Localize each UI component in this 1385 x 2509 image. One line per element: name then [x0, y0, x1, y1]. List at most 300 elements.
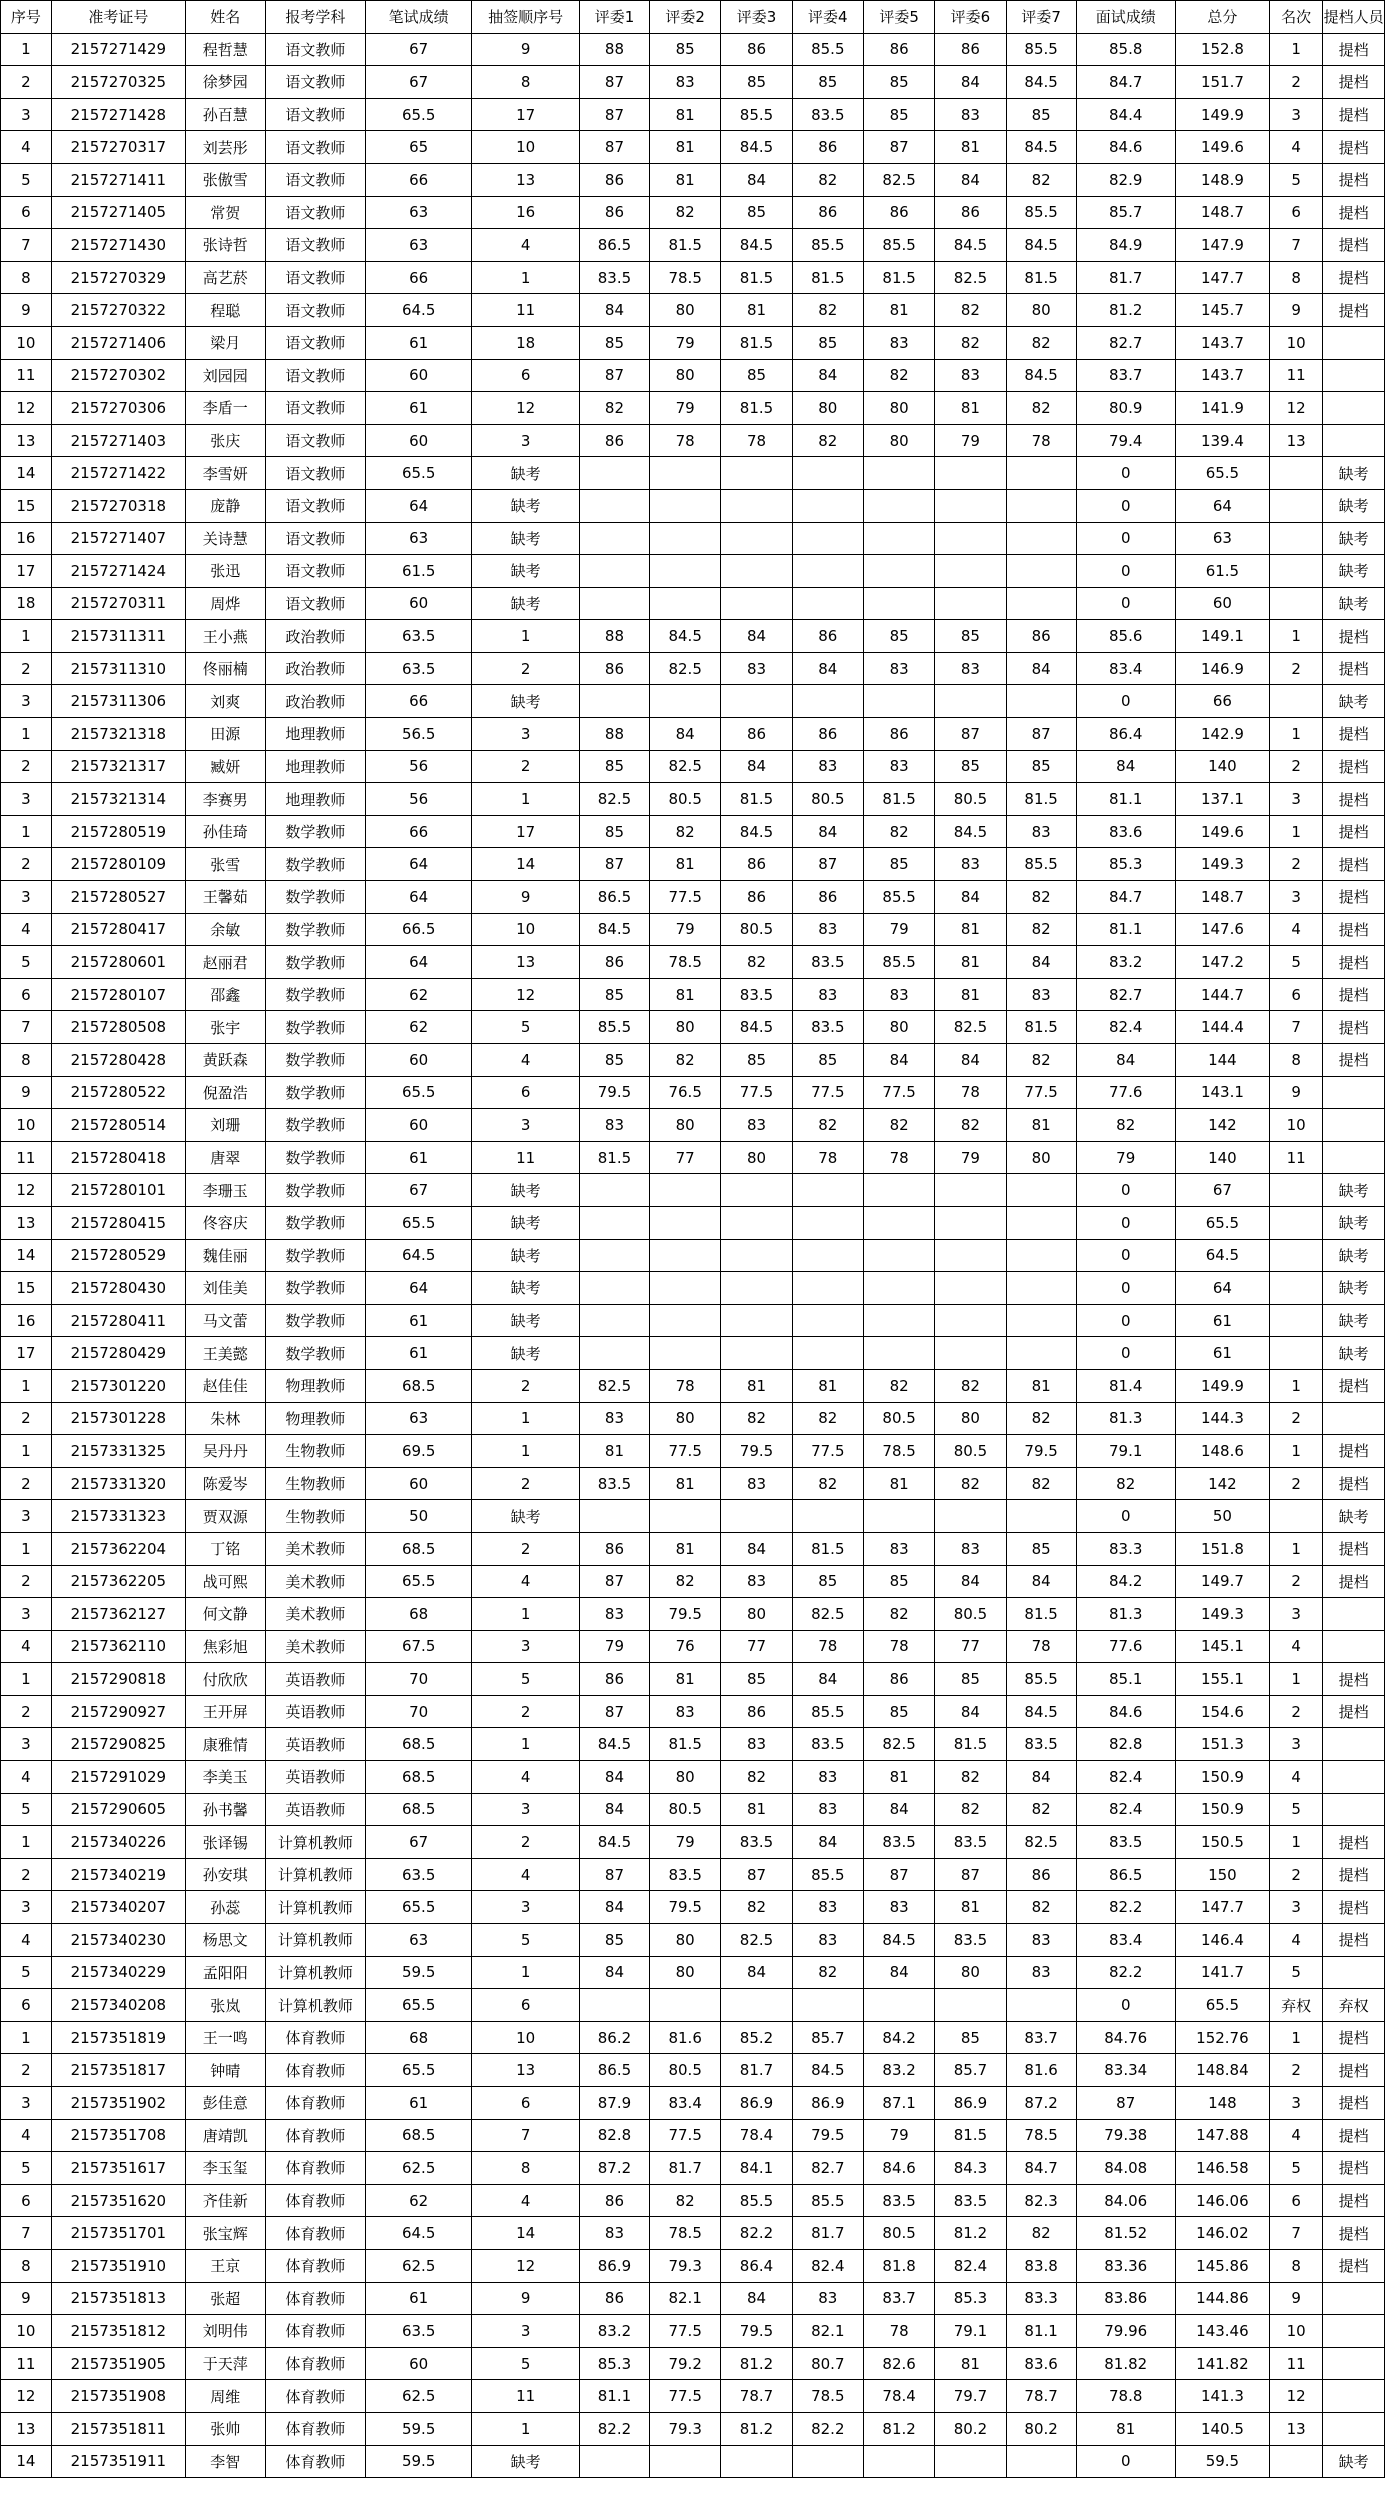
table-cell: 2157331320 [51, 1467, 185, 1500]
table-cell [1006, 1272, 1076, 1305]
table-cell: 2157351812 [51, 2315, 185, 2348]
table-cell: 147.7 [1175, 261, 1269, 294]
table-cell: 77.5 [650, 2380, 721, 2413]
table-cell [1323, 2380, 1385, 2413]
table-cell: 63 [366, 196, 472, 229]
table-cell: 77 [721, 1630, 792, 1663]
table-row [1, 1500, 1385, 1533]
table-cell [721, 1500, 792, 1533]
table-cell: 84.6 [1076, 1695, 1175, 1728]
table-cell: 82.1 [792, 2315, 863, 2348]
table-row [1, 620, 1385, 653]
table-cell: 8 [472, 66, 580, 99]
table-cell: 吴丹丹 [185, 1435, 265, 1468]
table-cell: 刘园园 [185, 359, 265, 392]
table-cell [792, 522, 863, 555]
table-cell [579, 1239, 649, 1272]
table-cell [579, 685, 649, 718]
table-cell: 1 [1270, 33, 1323, 66]
table-cell: 82 [1006, 913, 1076, 946]
table-cell: 生物教师 [265, 1500, 365, 1533]
table-cell: 81 [1006, 1109, 1076, 1142]
table-cell [863, 1500, 934, 1533]
table-cell: 87 [579, 1695, 649, 1728]
table-row [1, 2217, 1385, 2250]
table-cell: 2157362110 [51, 1630, 185, 1663]
table-cell: 150.5 [1175, 1826, 1269, 1859]
table-cell: 84.5 [1006, 1695, 1076, 1728]
table-cell: 缺考 [472, 1304, 580, 1337]
table-cell: 86 [935, 196, 1006, 229]
table-cell: 81.82 [1076, 2347, 1175, 2380]
table-cell: 政治教师 [265, 652, 365, 685]
table-cell: 85 [1006, 98, 1076, 131]
table-row [1, 555, 1385, 588]
table-cell: 81 [650, 1663, 721, 1696]
table-cell [579, 522, 649, 555]
table-cell [792, 1174, 863, 1207]
table-cell: 2157280430 [51, 1272, 185, 1305]
table-cell: 83.5 [935, 1826, 1006, 1859]
table-cell: 81.7 [1076, 261, 1175, 294]
table-cell: 78 [1006, 424, 1076, 457]
table-cell: 79 [863, 2119, 934, 2152]
table-cell: 148.9 [1175, 163, 1269, 196]
table-cell: 李智 [185, 2445, 265, 2478]
table-cell: 常贺 [185, 196, 265, 229]
table-cell: 84 [792, 652, 863, 685]
table-cell: 数学教师 [265, 1109, 365, 1142]
table-cell: 1 [472, 1956, 580, 1989]
table-cell: 体育教师 [265, 2021, 365, 2054]
table-cell: 2157351905 [51, 2347, 185, 2380]
table-cell: 缺考 [1323, 555, 1385, 588]
table-cell: 美术教师 [265, 1565, 365, 1598]
table-cell: 提档 [1323, 294, 1385, 327]
table-cell: 0 [1076, 1500, 1175, 1533]
table-cell: 84.76 [1076, 2021, 1175, 2054]
table-cell [1323, 1761, 1385, 1794]
table-cell: 86.4 [721, 2249, 792, 2282]
table-cell: 提档 [1323, 848, 1385, 881]
table-cell: 1 [1, 718, 52, 751]
table-cell: 81.3 [1076, 1402, 1175, 1435]
table-row [1, 1761, 1385, 1794]
table-cell: 0 [1076, 1206, 1175, 1239]
table-cell [650, 1337, 721, 1370]
table-cell: 缺考 [1323, 587, 1385, 620]
table-cell: 2 [472, 1532, 580, 1565]
table-cell: 85.5 [863, 881, 934, 914]
table-cell: 提档 [1323, 1924, 1385, 1957]
table-cell: 85.7 [1076, 196, 1175, 229]
table-cell: 80 [792, 392, 863, 425]
table-cell [579, 457, 649, 490]
table-cell: 18 [472, 326, 580, 359]
table-cell: 59.5 [366, 2445, 472, 2478]
table-cell: 78.5 [650, 2217, 721, 2250]
table-cell: 68.5 [366, 1728, 472, 1761]
table-cell: 149.3 [1175, 1598, 1269, 1631]
table-row [1, 1565, 1385, 1598]
table-cell [1270, 685, 1323, 718]
table-cell [792, 2445, 863, 2478]
header-cell: 评委5 [863, 1, 934, 34]
table-cell: 50 [366, 1500, 472, 1533]
table-cell: 2 [1270, 652, 1323, 685]
table-cell: 81.5 [650, 229, 721, 262]
table-cell: 82.1 [650, 2282, 721, 2315]
table-cell: 82 [1006, 163, 1076, 196]
table-cell [1270, 1239, 1323, 1272]
table-cell: 17 [472, 98, 580, 131]
table-cell: 84.08 [1076, 2152, 1175, 2185]
table-cell: 61.5 [1175, 555, 1269, 588]
table-cell: 143.46 [1175, 2315, 1269, 2348]
table-cell: 87 [579, 359, 649, 392]
table-cell: 英语教师 [265, 1728, 365, 1761]
table-cell: 60 [1175, 587, 1269, 620]
header-cell: 笔试成绩 [366, 1, 472, 34]
table-cell: 79.1 [1076, 1435, 1175, 1468]
table-cell: 82 [1006, 326, 1076, 359]
table-cell: 85 [721, 1663, 792, 1696]
table-cell: 81.5 [792, 261, 863, 294]
table-cell: 56.5 [366, 718, 472, 751]
table-cell: 82.2 [1076, 1956, 1175, 1989]
table-cell: 84.5 [1006, 66, 1076, 99]
header-cell: 总分 [1175, 1, 1269, 34]
table-cell: 81.6 [1006, 2054, 1076, 2087]
table-row [1, 1272, 1385, 1305]
table-cell: 85.5 [792, 1695, 863, 1728]
table-cell: 0 [1076, 1272, 1175, 1305]
table-cell: 4 [472, 1761, 580, 1794]
table-cell: 83.36 [1076, 2249, 1175, 2282]
table-cell: 146.06 [1175, 2184, 1269, 2217]
table-cell: 82.4 [792, 2249, 863, 2282]
table-cell: 84.5 [579, 1826, 649, 1859]
table-cell: 体育教师 [265, 2380, 365, 2413]
table-cell: 83 [721, 1467, 792, 1500]
table-cell: 81.5 [1006, 1011, 1076, 1044]
table-cell: 83.5 [1006, 1728, 1076, 1761]
table-cell: 8 [1, 1044, 52, 1077]
table-cell [1006, 587, 1076, 620]
table-cell: 66 [366, 815, 472, 848]
table-cell [650, 457, 721, 490]
table-cell [935, 555, 1006, 588]
table-cell: 87 [579, 66, 649, 99]
table-cell: 2157331325 [51, 1435, 185, 1468]
table-cell: 61 [366, 1337, 472, 1370]
table-cell: 87 [579, 98, 649, 131]
table-cell: 徐梦园 [185, 66, 265, 99]
table-cell: 77.6 [1076, 1076, 1175, 1109]
table-cell: 2 [1, 66, 52, 99]
table-cell: 80.5 [863, 2217, 934, 2250]
table-cell: 计算机教师 [265, 1956, 365, 1989]
table-cell: 83 [792, 1891, 863, 1924]
table-cell: 84 [935, 163, 1006, 196]
table-cell [721, 522, 792, 555]
table-cell: 提档 [1323, 261, 1385, 294]
table-cell: 张雪 [185, 848, 265, 881]
table-cell: 83.5 [1076, 1826, 1175, 1859]
table-cell: 79 [935, 424, 1006, 457]
table-cell: 148 [1175, 2087, 1269, 2120]
table-cell: 84 [579, 1891, 649, 1924]
table-cell: 146.58 [1175, 2152, 1269, 2185]
table-cell: 86.5 [1076, 1858, 1175, 1891]
table-cell: 11 [1, 2347, 52, 2380]
table-cell [935, 1174, 1006, 1207]
table-cell: 3 [1, 1728, 52, 1761]
table-cell [1270, 1174, 1323, 1207]
table-cell: 程聪 [185, 294, 265, 327]
table-cell: 6 [472, 2087, 580, 2120]
table-cell: 82.8 [579, 2119, 649, 2152]
table-cell [721, 555, 792, 588]
table-cell: 86.5 [579, 229, 649, 262]
table-cell: 82.5 [935, 1011, 1006, 1044]
table-cell: 提档 [1323, 2249, 1385, 2282]
table-cell: 王美懿 [185, 1337, 265, 1370]
table-cell: 美术教师 [265, 1532, 365, 1565]
table-cell: 9 [472, 33, 580, 66]
table-cell: 83 [863, 750, 934, 783]
table-cell: 56 [366, 783, 472, 816]
table-row [1, 1076, 1385, 1109]
table-cell: 10 [472, 131, 580, 164]
table-cell: 82.9 [1076, 163, 1175, 196]
table-cell: 81.1 [1076, 783, 1175, 816]
table-cell: 张迅 [185, 555, 265, 588]
table-cell: 146.02 [1175, 2217, 1269, 2250]
table-cell: 87 [863, 131, 934, 164]
table-cell: 14 [472, 2217, 580, 2250]
table-cell [935, 1272, 1006, 1305]
table-cell: 86.9 [935, 2087, 1006, 2120]
table-cell: 周烨 [185, 587, 265, 620]
table-cell: 数学教师 [265, 1239, 365, 1272]
table-cell: 83 [579, 2217, 649, 2250]
table-cell: 缺考 [472, 587, 580, 620]
table-cell: 3 [1, 783, 52, 816]
table-cell: 85 [579, 326, 649, 359]
table-cell: 83 [863, 1532, 934, 1565]
table-row [1, 1174, 1385, 1207]
table-cell: 83 [579, 1598, 649, 1631]
table-cell: 80.7 [792, 2347, 863, 2380]
table-cell: 提档 [1323, 1858, 1385, 1891]
table-cell: 佟容庆 [185, 1206, 265, 1239]
table-cell: 1 [1, 1532, 52, 1565]
table-cell: 64 [366, 489, 472, 522]
table-cell [1270, 555, 1323, 588]
table-row [1, 163, 1385, 196]
table-cell: 84 [1006, 946, 1076, 979]
table-cell: 83.4 [650, 2087, 721, 2120]
table-cell: 2 [1270, 1565, 1323, 1598]
table-cell: 67 [366, 66, 472, 99]
table-cell: 79.38 [1076, 2119, 1175, 2152]
table-cell: 提档 [1323, 620, 1385, 653]
table-cell: 2157340229 [51, 1956, 185, 1989]
table-cell: 黄跃森 [185, 1044, 265, 1077]
table-cell [935, 489, 1006, 522]
table-cell: 高艺菸 [185, 261, 265, 294]
table-cell [650, 1239, 721, 1272]
table-cell: 提档 [1323, 881, 1385, 914]
table-cell: 体育教师 [265, 2152, 365, 2185]
table-cell: 67 [366, 33, 472, 66]
table-cell: 83.7 [1006, 2021, 1076, 2054]
table-cell [935, 2445, 1006, 2478]
table-cell [1323, 1728, 1385, 1761]
table-cell: 81 [721, 1369, 792, 1402]
table-cell: 70 [366, 1663, 472, 1696]
table-cell: 80.2 [935, 2412, 1006, 2445]
table-cell: 59.5 [366, 2412, 472, 2445]
table-cell: 0 [1076, 587, 1175, 620]
table-cell: 魏佳丽 [185, 1239, 265, 1272]
table-cell: 12 [1, 2380, 52, 2413]
table-cell: 64 [366, 1272, 472, 1305]
table-cell: 5 [1270, 946, 1323, 979]
table-cell: 77.6 [1076, 1630, 1175, 1663]
table-cell: 体育教师 [265, 2412, 365, 2445]
table-cell: 78 [650, 1369, 721, 1402]
table-cell: 85 [579, 1924, 649, 1957]
table-cell: 83 [650, 1695, 721, 1728]
table-cell: 81.2 [721, 2412, 792, 2445]
table-cell: 65.5 [366, 98, 472, 131]
table-cell: 2 [1, 848, 52, 881]
table-cell: 英语教师 [265, 1793, 365, 1826]
table-cell: 4 [472, 1858, 580, 1891]
table-cell [863, 489, 934, 522]
table-cell: 邵鑫 [185, 978, 265, 1011]
table-cell: 84 [650, 718, 721, 751]
header-cell: 评委6 [935, 1, 1006, 34]
table-cell [1006, 1239, 1076, 1272]
table-cell: 146.4 [1175, 1924, 1269, 1957]
table-cell: 83.5 [792, 1728, 863, 1761]
table-cell: 17 [1, 555, 52, 588]
table-cell: 82 [650, 2184, 721, 2217]
table-cell: 62.5 [366, 2380, 472, 2413]
table-row [1, 457, 1385, 490]
table-cell: 2 [1270, 1695, 1323, 1728]
table-cell: 149.6 [1175, 815, 1269, 848]
table-cell: 数学教师 [265, 815, 365, 848]
table-cell: 84 [579, 1956, 649, 1989]
table-cell: 85 [863, 1695, 934, 1728]
table-cell: 11 [472, 294, 580, 327]
table-cell: 79.5 [721, 1435, 792, 1468]
table-row [1, 1532, 1385, 1565]
table-cell [721, 1239, 792, 1272]
table-cell: 16 [1, 1304, 52, 1337]
table-cell: 86 [579, 652, 649, 685]
table-cell: 2157270306 [51, 392, 185, 425]
table-cell: 关诗慧 [185, 522, 265, 555]
table-cell: 2157270325 [51, 66, 185, 99]
table-cell: 13 [472, 946, 580, 979]
table-cell: 63 [366, 522, 472, 555]
table-cell [650, 1206, 721, 1239]
table-cell: 0 [1076, 1337, 1175, 1370]
table-cell: 提档 [1323, 2217, 1385, 2250]
table-cell: 缺考 [1323, 1272, 1385, 1305]
table-cell: 刘佳美 [185, 1272, 265, 1305]
table-cell: 8 [1270, 261, 1323, 294]
table-cell: 倪盈浩 [185, 1076, 265, 1109]
table-cell: 66 [1175, 685, 1269, 718]
table-cell: 64.5 [1175, 1239, 1269, 1272]
table-cell: 缺考 [472, 555, 580, 588]
table-cell: 数学教师 [265, 1272, 365, 1305]
table-cell [792, 1239, 863, 1272]
table-row [1, 66, 1385, 99]
table-cell: 12 [1270, 392, 1323, 425]
table-cell: 80 [650, 359, 721, 392]
table-cell: 85.5 [792, 229, 863, 262]
table-cell: 数学教师 [265, 978, 365, 1011]
table-cell: 69.5 [366, 1435, 472, 1468]
table-cell: 82.7 [792, 2152, 863, 2185]
table-cell: 语文教师 [265, 522, 365, 555]
table-cell: 76 [650, 1630, 721, 1663]
table-cell: 数学教师 [265, 913, 365, 946]
table-cell: 83 [650, 66, 721, 99]
table-cell: 86.4 [1076, 718, 1175, 751]
table-cell: 85 [721, 196, 792, 229]
table-cell: 77.5 [650, 2315, 721, 2348]
table-cell: 2157280418 [51, 1141, 185, 1174]
table-cell: 64 [366, 881, 472, 914]
table-cell: 2 [1, 1858, 52, 1891]
table-cell: 生物教师 [265, 1435, 365, 1468]
table-cell: 82 [1006, 1891, 1076, 1924]
table-cell: 84.1 [721, 2152, 792, 2185]
table-cell: 82.7 [1076, 326, 1175, 359]
table-cell: 82.5 [1006, 1826, 1076, 1859]
table-cell: 康雅情 [185, 1728, 265, 1761]
table-cell [1270, 457, 1323, 490]
table-cell: 78 [792, 1141, 863, 1174]
table-cell: 2157280514 [51, 1109, 185, 1142]
table-cell: 82.5 [579, 1369, 649, 1402]
table-cell: 1 [1270, 815, 1323, 848]
table-cell [1323, 2347, 1385, 2380]
table-cell: 语文教师 [265, 424, 365, 457]
table-cell: 86 [863, 33, 934, 66]
table-cell: 68.5 [366, 2119, 472, 2152]
table-cell: 83.5 [935, 2184, 1006, 2217]
table-cell: 82 [650, 196, 721, 229]
table-cell: 85 [721, 66, 792, 99]
table-cell: 地理教师 [265, 750, 365, 783]
table-cell: 英语教师 [265, 1663, 365, 1696]
table-cell: 语文教师 [265, 392, 365, 425]
table-cell: 4 [1, 1761, 52, 1794]
table-cell: 148.7 [1175, 196, 1269, 229]
table-cell: 79.5 [650, 1598, 721, 1631]
table-cell: 85 [863, 98, 934, 131]
table-cell: 1 [1270, 718, 1323, 751]
